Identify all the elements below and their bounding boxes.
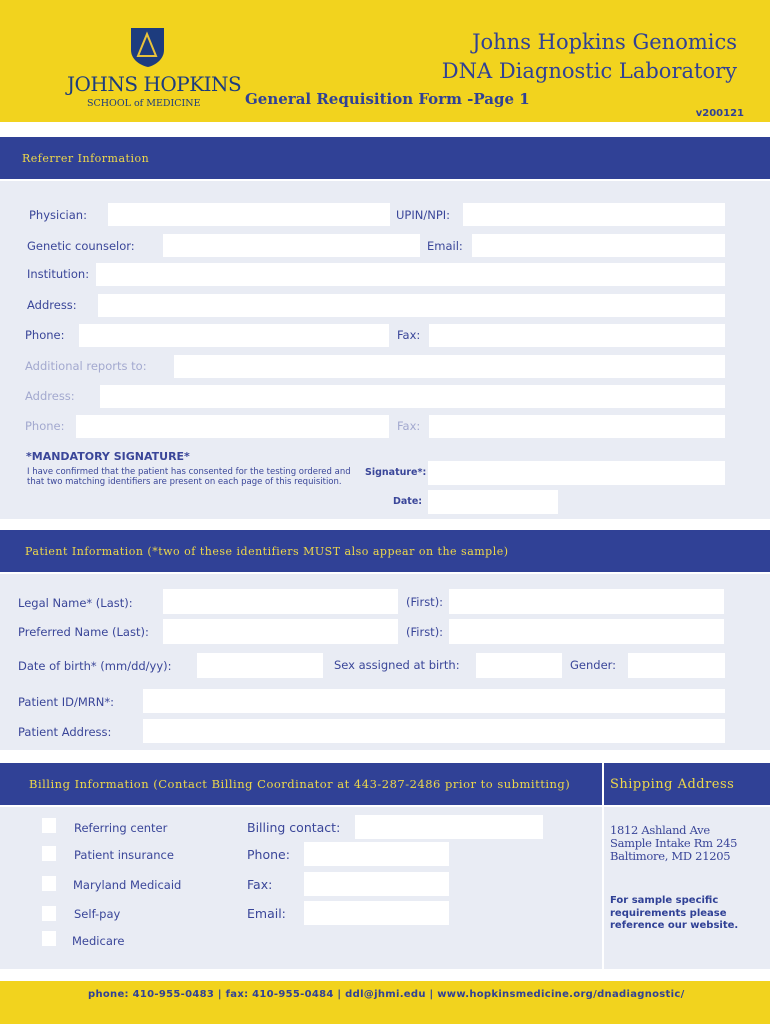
option-referring-center: Referring center	[74, 821, 168, 835]
physician-label: Physician:	[29, 208, 87, 222]
billing-contact-input[interactable]	[355, 815, 543, 839]
preferred-last-label: Preferred Name (Last):	[18, 625, 149, 639]
physician-input[interactable]	[108, 203, 390, 226]
billing-phone-label: Phone:	[247, 847, 290, 862]
signature-label: Signature*:	[365, 467, 427, 478]
patient-id-label: Patient ID/MRN*:	[18, 695, 114, 709]
legal-first-label: (First):	[406, 595, 444, 609]
additional-fax-input[interactable]	[429, 415, 725, 438]
dob-input[interactable]	[197, 653, 323, 678]
signature-input[interactable]	[428, 461, 725, 485]
dob-label: Date of birth* (mm/dd/yy):	[18, 659, 172, 673]
title-line-1: Johns Hopkins Genomics	[472, 30, 737, 54]
counselor-input[interactable]	[163, 234, 420, 257]
billing-phone-input[interactable]	[304, 842, 449, 866]
logo-subtitle: SCHOOL of MEDICINE	[87, 98, 201, 109]
preferred-first-input[interactable]	[449, 619, 724, 644]
patient-address-label: Patient Address:	[18, 725, 112, 739]
referrer-header: Referrer Information	[0, 137, 770, 179]
billing-email-label: Email:	[247, 906, 286, 921]
mandatory-signature-heading: *MANDATORY SIGNATURE*	[26, 450, 190, 463]
option-self-pay: Self-pay	[74, 907, 121, 921]
billing-fax-input[interactable]	[304, 872, 449, 896]
sex-label: Sex assigned at birth:	[334, 658, 460, 672]
email-label: Email:	[427, 239, 463, 253]
gender-label: Gender:	[570, 658, 617, 672]
institution-input[interactable]	[96, 263, 725, 286]
address-input[interactable]	[98, 294, 725, 317]
additional-phone-label: Phone:	[25, 419, 65, 433]
consent-text: I have confirmed that the patient has consented for the testing ordered and that two matching identifiers are present on each page of this requisition.	[27, 467, 351, 487]
title-line-2: DNA Diagnostic Laboratory	[441, 59, 737, 83]
fax-label: Fax:	[397, 328, 421, 342]
institution-label: Institution:	[27, 267, 90, 281]
billing-fax-label: Fax:	[247, 877, 273, 892]
gender-input[interactable]	[628, 653, 725, 678]
checkbox-maryland-medicaid[interactable]	[42, 876, 56, 891]
shipping-line-1: 1812 Ashland Ave	[610, 823, 710, 837]
patient-address-input[interactable]	[143, 719, 725, 743]
preferred-first-label: (First):	[406, 625, 444, 639]
legal-last-label: Legal Name* (Last):	[18, 596, 133, 610]
shipping-line-2: Sample Intake Rm 245	[610, 836, 738, 850]
option-patient-insurance: Patient insurance	[74, 848, 174, 862]
additional-address-input[interactable]	[100, 385, 725, 408]
version: v200121	[695, 108, 744, 119]
date-label: Date:	[393, 496, 423, 507]
form-title: General Requisition Form -Page 1	[245, 90, 530, 108]
billing-contact-label: Billing contact:	[247, 820, 341, 835]
counselor-label: Genetic counselor:	[27, 239, 135, 253]
preferred-last-input[interactable]	[163, 619, 398, 644]
patient-id-input[interactable]	[143, 689, 725, 713]
additional-fax-label: Fax:	[397, 419, 421, 433]
billing-email-input[interactable]	[304, 901, 449, 925]
upin-label: UPIN/NPI:	[396, 208, 451, 222]
fax-input[interactable]	[429, 324, 725, 347]
phone-input[interactable]	[79, 324, 389, 347]
upin-input[interactable]	[463, 203, 725, 226]
additional-phone-input[interactable]	[76, 415, 389, 438]
shipping-address	[610, 824, 737, 863]
checkbox-medicare[interactable]	[42, 931, 56, 946]
additional-reports-label: Additional reports to:	[25, 359, 147, 373]
lab-title	[442, 28, 737, 86]
shipping-line-3: Baltimore, MD 21205	[610, 849, 731, 863]
footer-contact: phone: 410-955-0483 | fax: 410-955-0484 | ddl@jhmi.edu | www.hopkinsmedicine.org/dnadiagnostic/	[0, 981, 770, 1024]
additional-reports-input[interactable]	[174, 355, 725, 378]
legal-first-input[interactable]	[449, 589, 724, 614]
option-medicare: Medicare	[72, 934, 125, 948]
phone-label: Phone:	[25, 328, 65, 342]
logo-name: JOHNS HOPKINS	[67, 72, 242, 96]
option-maryland-medicaid: Maryland Medicaid	[73, 878, 182, 892]
date-input[interactable]	[428, 490, 558, 514]
legal-last-input[interactable]	[163, 589, 398, 614]
checkbox-self-pay[interactable]	[42, 906, 56, 921]
sex-input[interactable]	[476, 653, 562, 678]
shipping-note: For sample specific requirements please reference our website.	[610, 895, 739, 931]
email-input[interactable]	[472, 234, 725, 257]
checkbox-patient-insurance[interactable]	[42, 846, 56, 861]
additional-address-label: Address:	[25, 389, 75, 403]
shield-logo-icon	[129, 26, 166, 68]
checkbox-referring-center[interactable]	[42, 818, 56, 833]
address-label: Address:	[27, 298, 77, 312]
patient-header: Patient Information (*two of these identifiers MUST also appear on the sample)	[0, 530, 770, 572]
shipping-header: Shipping Address	[604, 763, 770, 805]
billing-header: Billing Information (Contact Billing Coordinator at 443-287-2486 prior to submitting)	[0, 763, 602, 805]
